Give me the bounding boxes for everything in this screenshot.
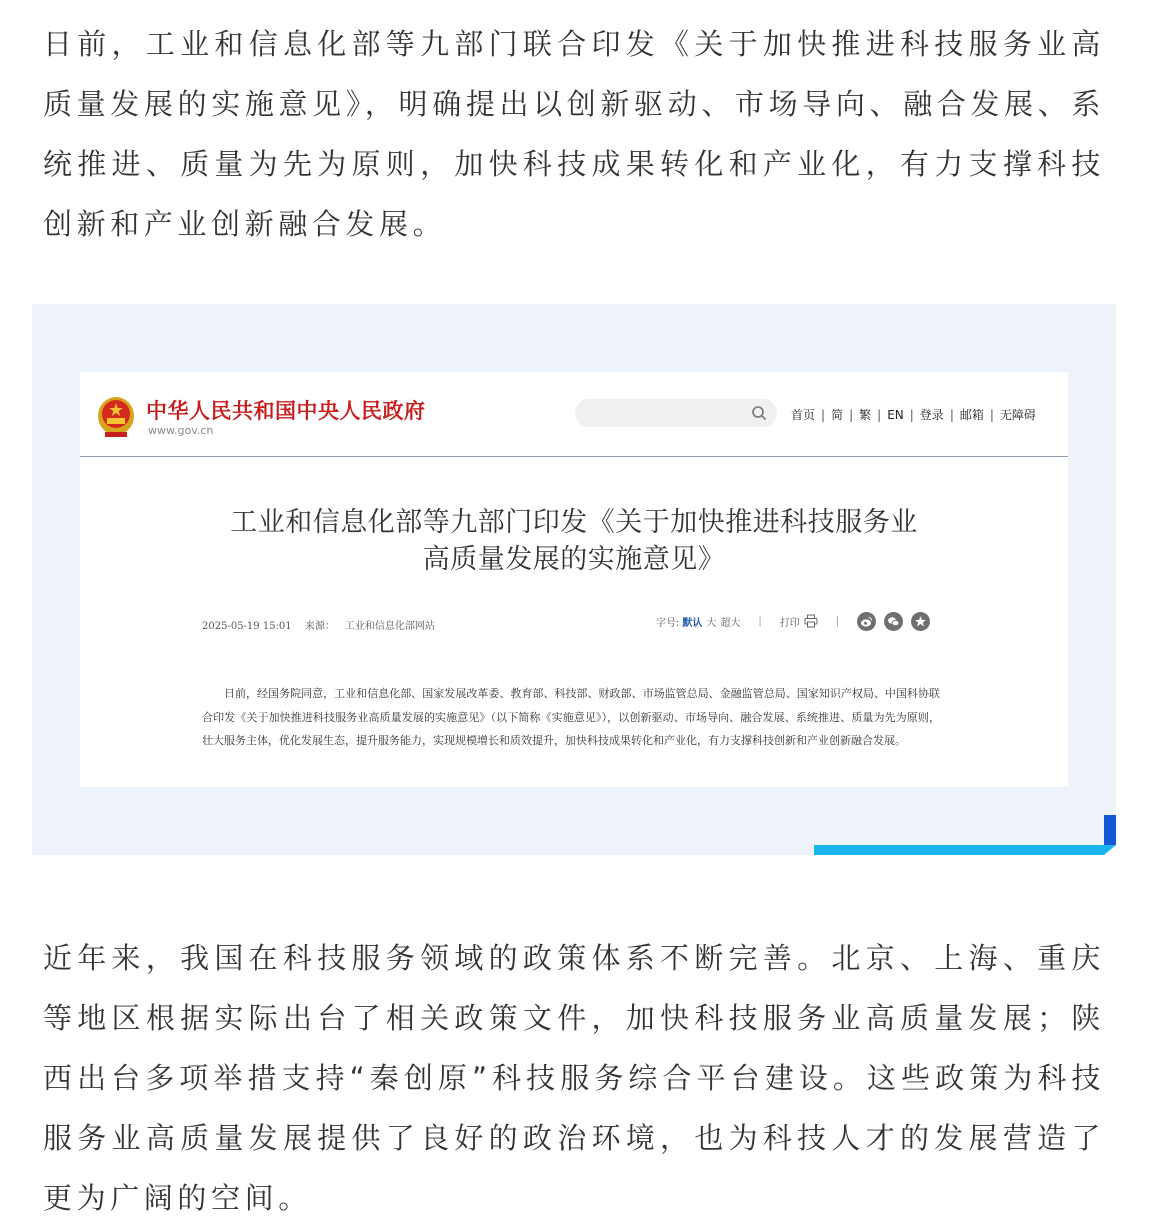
nav-accessibility[interactable]: 无障碍	[999, 408, 1036, 422]
national-emblem-icon	[96, 394, 136, 440]
print-label[interactable]: 打印	[779, 617, 800, 629]
policy-paragraph: 近年来，我国在科技服务领域的政策体系不断完善。北京、上海、重庆等地区根据实际出台了相关政策文件，加快科技服务业高质量发展；陕西出台多项举措支持“秦创原”科技服务综合平台建设。这些政策为科技服务业高质量发展提供了良好的政治环境，也为科技人才的发展营造了更为广阔的空间。	[43, 941, 1105, 1215]
nav-home[interactable]: 首页	[791, 408, 816, 422]
site-name[interactable]: 中华人民共和国中央人民政府	[146, 399, 426, 423]
font-size-label: 字号:	[656, 617, 680, 629]
font-xlarge-option[interactable]: 超大	[720, 617, 741, 629]
publish-date: 2025-05-19 15:01	[202, 621, 292, 632]
source-label: 来源：	[304, 621, 335, 632]
favorite-share-icon[interactable]	[911, 612, 930, 631]
wechat-share-icon[interactable]	[884, 612, 903, 631]
print-icon[interactable]	[804, 614, 818, 628]
article-title-line-1: 工业和信息化部等九部门印发《关于加快推进科技服务业	[230, 507, 918, 538]
search-input[interactable]	[575, 399, 777, 427]
article-tools: 字号: 默认 大 超大 | 打印 |	[656, 609, 938, 633]
nav-traditional[interactable]: 繁	[859, 408, 872, 422]
nav-login[interactable]: 登录	[919, 408, 944, 422]
search-icon[interactable]	[751, 405, 767, 421]
article-meta	[202, 617, 445, 632]
nav-english[interactable]: EN	[887, 407, 904, 422]
source-name: 工业和信息化部网站	[344, 621, 435, 632]
article-title	[80, 504, 1068, 578]
nav-mail[interactable]: 邮箱	[959, 408, 984, 422]
font-default-option[interactable]: 默认	[682, 617, 703, 629]
article-body: 日前，经国务院同意，工业和信息化部、国家发展改革委、教育部、科技部、财政部、市场监管总局、金融监管总局、国家知识产权局、中国科协联合印发《关于加快推进科技服务业高质量发展的实施意见》（以下简称《实施意见》），以创新驱动、市场导向、融合发展、系统推进、质量为先为原则，壮大服务主体，优化发展生态，提升服务能力，实现规模增长和质效提升，加快科技成果转化和产业化，有力支撑科技创新和产业创新融合发展。	[202, 687, 940, 747]
font-large-option[interactable]: 大	[706, 617, 717, 629]
site-header	[80, 372, 1068, 457]
frame-accent-corner	[1104, 815, 1116, 845]
intro-paragraph: 日前，工业和信息化部等九部门联合印发《关于加快推进科技服务业高质量发展的实施意见》，明确提出以创新驱动、市场导向、融合发展、系统推进、质量为先为原则，加快科技成果转化和产业化，有力支撑科技创新和产业创新融合发展。	[43, 27, 1105, 241]
article-title-line-2: 高质量发展的实施意见》	[422, 544, 726, 575]
nav-simplified[interactable]: 简	[831, 408, 844, 422]
weibo-share-icon[interactable]	[857, 612, 876, 631]
gov-website-screenshot	[80, 372, 1068, 787]
frame-accent-bar	[814, 845, 1116, 855]
top-navigation: 首页 | 简 | 繁 | EN | 登录 | 邮箱 | 无障碍	[791, 407, 1036, 422]
site-url: www.gov.cn	[148, 424, 214, 437]
